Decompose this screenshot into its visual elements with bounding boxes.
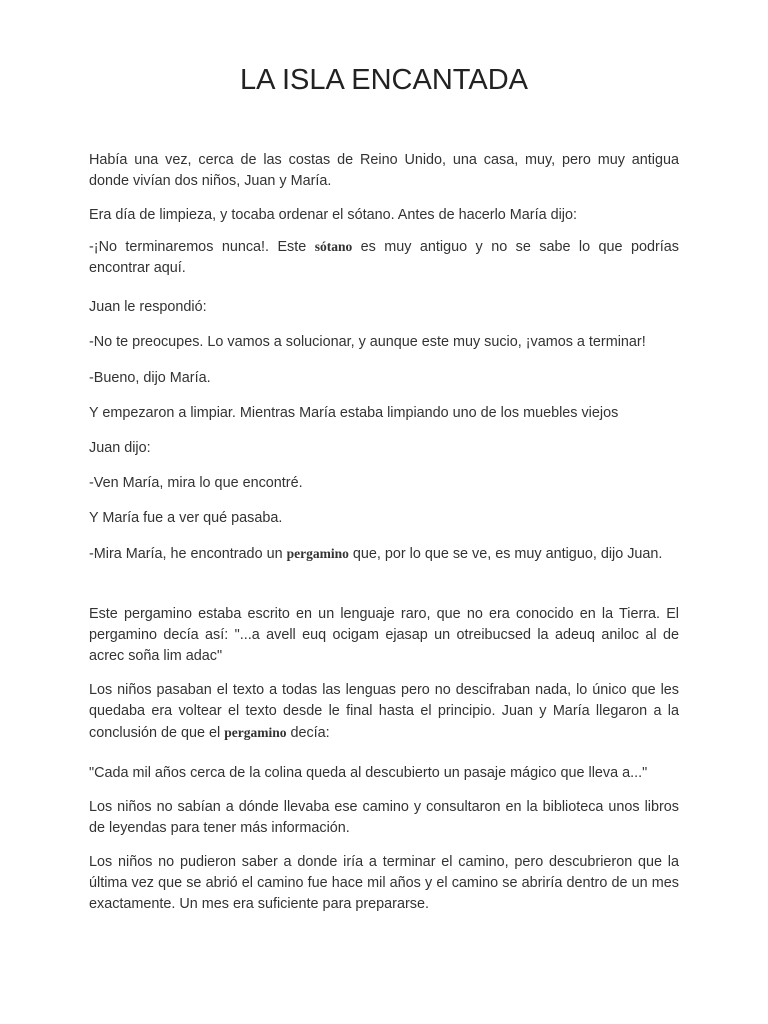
paragraph-15: Los niños no sabían a dónde llevaba ese camino y consultaron en la biblioteca unos libros de leyendas para tener más información.: [89, 799, 679, 836]
paragraph-3-text-c: es muy antiguo y no se sabe lo que podrías encontrar aquí.: [89, 239, 679, 276]
paragraph-7: Y empezaron a limpiar. Mientras María estaba limpiando uno de los muebles viejos: [89, 405, 619, 421]
paragraph-16: Los niños no pudieron saber a donde iría a terminar el camino, pero descubrieron que la última vez que se abrió el camino fue hace mil años y el camino se abriría dentro de un mes exactamente. Un mes era suficiente para prepararse.: [89, 854, 679, 912]
keyword-sotano: sótano: [314, 239, 353, 254]
paragraph-11-text-c: que, por lo que se ve, es muy antiguo, dijo Juan.: [348, 546, 663, 562]
paragraph-3: [89, 236, 679, 279]
paragraph-8: Juan dijo:: [89, 440, 151, 456]
paragraph-9: -Ven María, mira lo que encontré.: [89, 475, 303, 491]
keyword-pergamino-2: pergamino: [224, 725, 287, 740]
paragraph-11: [89, 543, 679, 565]
paragraph-14-quote: "Cada mil años cerca de la colina queda al descubierto un pasaje mágico que lleva a...": [89, 765, 648, 781]
document-title: LA ISLA ENCANTADA: [240, 64, 528, 96]
paragraph-13: [89, 680, 679, 744]
paragraph-1: Había una vez, cerca de las costas de Reino Unido, una casa, muy, pero muy antigua donde vivían dos niños, Juan y María.: [89, 152, 679, 189]
paragraph-13-text-a: Los niños pasaban el texto a todas las lenguas pero no descifraban nada, lo único que les quedaba era voltear el texto desde le final hasta el principio. Juan y María llegaron a la conclusión de que el: [89, 682, 679, 741]
paragraph-10: Y María fue a ver qué pasaba.: [89, 510, 283, 526]
paragraph-2: Era día de limpieza, y tocaba ordenar el sótano. Antes de hacerlo María dijo:: [89, 207, 577, 223]
paragraph-4: Juan le respondió:: [89, 299, 207, 315]
paragraph-13-text-c: decía:: [286, 725, 330, 741]
paragraph-5: -No te preocupes. Lo vamos a solucionar, y aunque este muy sucio, ¡vamos a terminar!: [89, 334, 646, 350]
paragraph-12: Este pergamino estaba escrito en un lenguaje raro, que no era conocido en la Tierra. El pergamino decía así: "...a avell euq ocigam ejasap un otreibucsed la adeuq aniloc al de acrec soña lim adac": [89, 606, 679, 664]
paragraph-3-text-a: -¡No terminaremos nunca!. Este: [89, 239, 315, 255]
paragraph-11-text-a: -Mira María, he encontrado un: [89, 546, 287, 562]
paragraph-6: -Bueno, dijo María.: [89, 370, 211, 386]
keyword-pergamino: pergamino: [286, 546, 349, 561]
